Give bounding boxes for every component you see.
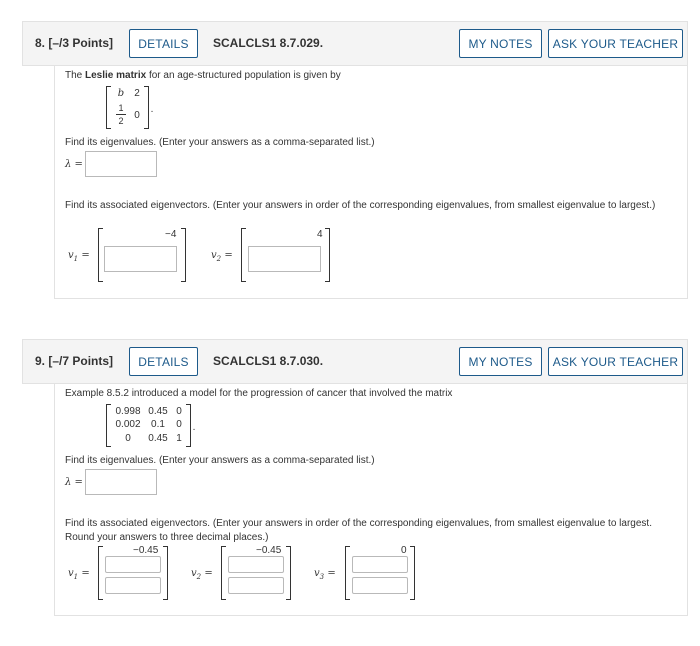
question-8-body [54,66,688,299]
intro-text: Example 8.5.2 introduced a model for the progression of cancer that involved the matrix [65,388,453,399]
my-notes-button[interactable]: MY NOTES [459,29,542,58]
eigenvector-prompt: Find its associated eigenvectors. (Enter your answers in order of the corresponding eigenvalues, from smallest eigenvalue to largest.) [65,200,656,211]
my-notes-button[interactable]: MY NOTES [459,347,542,376]
matrix-cell: 0.002 [115,419,141,430]
question-8-header [22,21,688,66]
eigenvector-3-input-b[interactable] [352,577,408,594]
lambda-label: λ = [65,477,83,488]
vector-label: $v_3$ = [314,568,336,581]
vector-label: $v_1$ = [68,250,90,263]
intro-text: The Leslie matrix for an age-structured population is given by [65,70,341,81]
eigenvector-1-input-b[interactable] [105,577,161,594]
matrix-cell: 0 [176,419,182,430]
question-9-header [22,339,688,384]
question-9-title [35,354,113,368]
eigenvector-prompt: Find its associated eigenvectors. (Enter your answers in order of the corresponding eigenvalues, from smallest eigenvalue to largest. Round your answers to three decimal places.) [65,518,652,543]
vector-label: $v_1$ = [68,568,90,581]
eigenvalue-input[interactable] [85,151,157,177]
eigenvector-1-input-a[interactable] [105,556,161,573]
ask-your-teacher-button[interactable]: ASK YOUR TEACHER [548,347,683,376]
eigenvalue-input[interactable] [85,469,157,495]
eigenvector-2-input-b[interactable] [228,577,284,594]
matrix-cell: 0 [134,110,140,121]
eigenvector-2-input[interactable] [248,246,321,272]
matrix-cell: 1 [176,433,182,444]
matrix-cell: b [117,88,125,99]
details-button[interactable]: DETAILS [129,29,198,58]
question-number: 9. [35,354,46,368]
question-points: [–/7 Points] [48,354,114,368]
vector-top-value: 4 [317,229,323,240]
vector-label: $v_2$ = [191,568,213,581]
leslie-matrix-term: Leslie matrix [85,70,147,81]
vector-top-value: −0.45 [256,545,282,556]
eigenvalue-prompt: Find its eigenvalues. (Enter your answers as a comma-separated list.) [65,455,375,466]
matrix-period: . [150,104,154,115]
question-9-body [54,384,688,616]
question-code: SCALCLS1 8.7.030. [213,354,324,368]
matrix-fraction: 1 2 [116,103,126,126]
vector-label: $v_2$ = [211,250,233,263]
matrix-cell: 0 [176,406,182,417]
eigenvector-3-input-a[interactable] [352,556,408,573]
question-number: 8. [35,36,46,50]
matrix-cell: 0 [125,433,131,444]
matrix-cell: 2 [134,88,140,99]
matrix-cell: 0.45 [148,433,168,444]
vector-top-value: −4 [165,229,177,240]
eigenvector-2-input-a[interactable] [228,556,284,573]
matrix-cell: 0.1 [151,419,165,430]
ask-your-teacher-button[interactable]: ASK YOUR TEACHER [548,29,683,58]
matrix-period: . [192,422,196,433]
question-code: SCALCLS1 8.7.029. [213,36,324,50]
eigenvector-1-input[interactable] [104,246,177,272]
matrix-cell: 0.998 [115,406,141,417]
lambda-label: λ = [65,159,83,170]
vector-top-value: 0 [401,545,407,556]
eigenvalue-prompt: Find its eigenvalues. (Enter your answers as a comma-separated list.) [65,137,375,148]
question-8-title [35,36,113,50]
matrix-cell: 0.45 [148,406,168,417]
question-points: [–/3 Points] [48,36,114,50]
details-button[interactable]: DETAILS [129,347,198,376]
vector-top-value: −0.45 [133,545,159,556]
